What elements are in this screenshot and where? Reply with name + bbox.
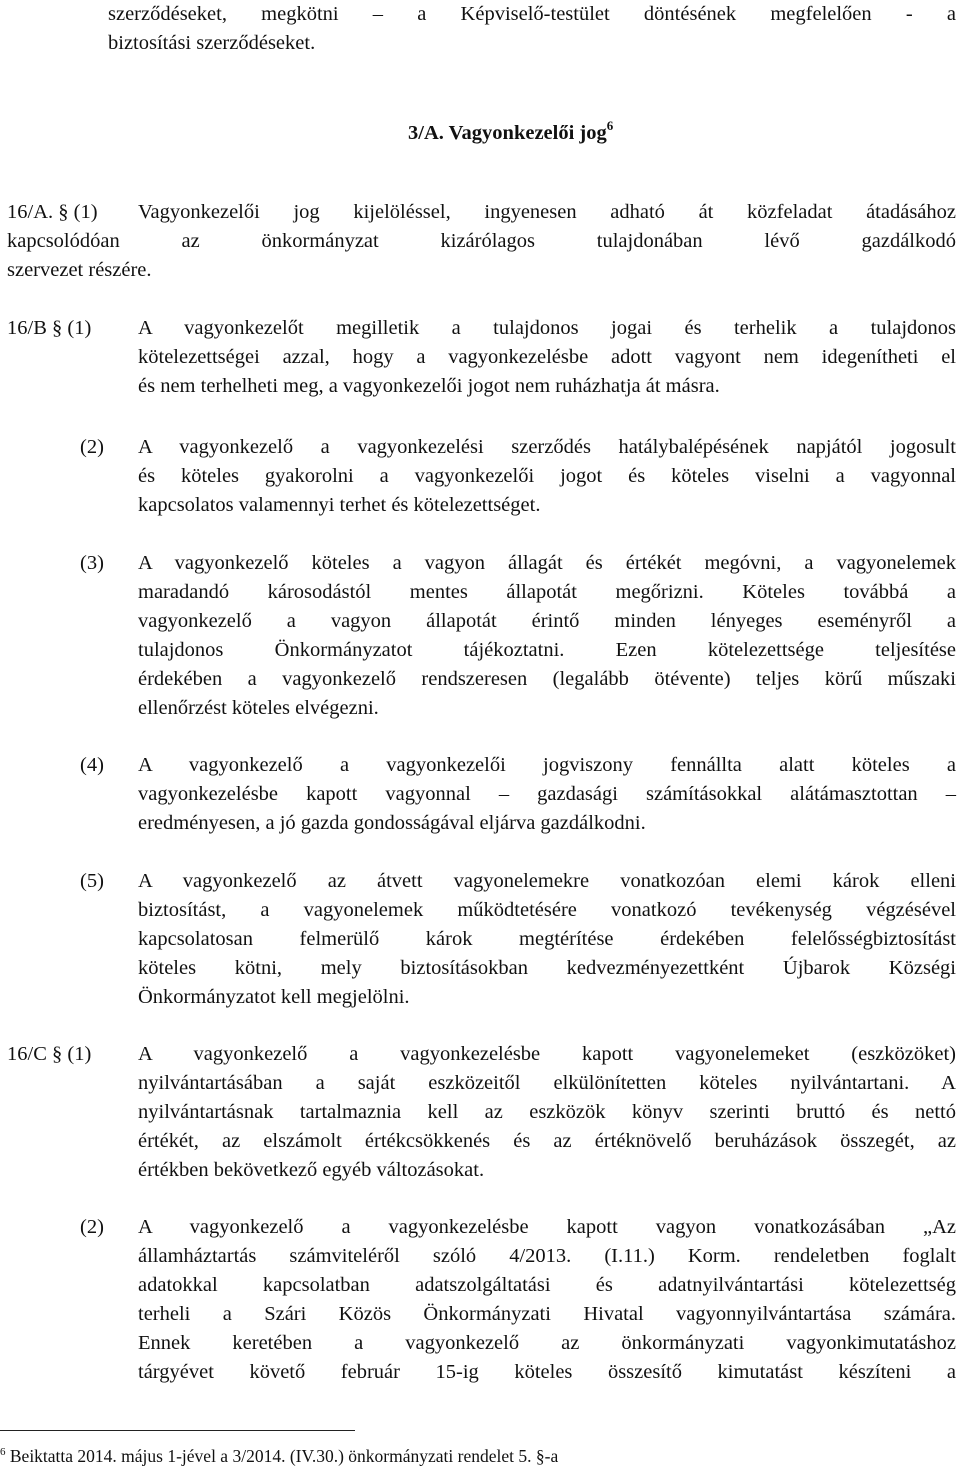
s16B-p2-number: (2) <box>80 436 104 458</box>
s16C-p2-line-5: Ennek keretében a vagyonkezelő az önkormányzati vagyonkimutatáshoz <box>138 1332 956 1354</box>
s16A-line-2: kapcsolódóan az önkormányzat kizárólagos tulajdonában lévő gazdálkodó <box>7 230 956 252</box>
s16C-p2-number: (2) <box>80 1216 104 1238</box>
s16C-p1-line-5: értékben bekövetkező egyéb változásokat. <box>138 1159 485 1181</box>
s16B-p1-line-2: kötelezettségei azzal, hogy a vagyonkezelésbe adott vagyont nem idegenítheti el <box>138 346 956 368</box>
s16A-line-3: szervezet részére. <box>7 259 152 281</box>
s16C-p1-line-2: nyilvántartásában a saját eszközeitől elkülönítetten köteles nyilvántartani. A <box>138 1072 956 1094</box>
s16A-line-1: Vagyonkezelői jog kijelöléssel, ingyenesen adható át közfeladat átadásához <box>138 201 956 223</box>
carryover-line-2: biztosítási szerződéseket. <box>108 32 316 54</box>
s16B-p2-line-2: és köteles gyakorolni a vagyonkezelői jogot és köteles viselni a vagyonnal <box>138 465 956 487</box>
s16C-p2-line-4: terheli a Szári Közös Önkormányzati Hivatal vagyonnyilvántartása számára. <box>138 1303 956 1325</box>
s16B-p3-line-6: ellenőrzést köteles elvégezni. <box>138 697 379 719</box>
s16B-p3-line-1: A vagyonkezelő köteles a vagyon állagát és értékét megóvni, a vagyonelemek <box>138 552 956 574</box>
s16B-p4-line-1: A vagyonkezelő a vagyonkezelői jogviszony fennállta alatt köteles a <box>138 754 956 776</box>
s16B-p2-line-1: A vagyonkezelő a vagyonkezelési szerződés hatálybalépésének napjától jogosult <box>138 436 956 458</box>
s16B-p5-line-4: köteles kötni, mely biztosításokban kedvezményezettként Újbarok Községi <box>138 957 956 979</box>
section-heading-text: 3/A. Vagyonkezelői jog <box>408 122 607 144</box>
section-label-16A: 16/A. § (1) <box>7 201 98 223</box>
section-heading <box>408 112 613 147</box>
s16B-p5-line-2: biztosítást, a vagyonelemek működtetésére vonatkozó tevékenység végzésével <box>138 899 956 921</box>
footnote <box>0 1440 558 1468</box>
s16B-p1-line-3: és nem terhelheti meg, a vagyonkezelői jogot nem ruházhatja át másra. <box>138 375 720 397</box>
s16B-p5-line-1: A vagyonkezelő az átvett vagyonelemekre vonatkozóan elemi károk elleni <box>138 870 956 892</box>
carryover-line-1: szerződéseket, megkötni – a Képviselő-testület döntésének megfelelően - a <box>108 3 956 25</box>
s16B-p4-number: (4) <box>80 754 104 776</box>
s16B-p4-line-2: vagyonkezelésbe kapott vagyonnal – gazdasági számításokkal alátámasztottan – <box>138 783 956 805</box>
footnote-reference: 6 <box>606 118 614 133</box>
s16B-p3-line-5: érdekében a vagyonkezelő rendszeresen (legalább ötévente) teljes körű műszaki <box>138 668 956 690</box>
footnote-text: Beiktatta 2014. május 1-jével a 3/2014. (IV.30.) önkormányzati rendelet 5. §-a <box>9 1446 559 1466</box>
s16C-p2-line-6: tárgyévet követő február 15-ig köteles összesítő kimutatást készíteni a <box>138 1361 956 1383</box>
s16B-p4-line-3: eredményesen, a jó gazda gondosságával eljárva gazdálkodni. <box>138 812 646 834</box>
s16B-p5-number: (5) <box>80 870 104 892</box>
s16C-p1-line-1: A vagyonkezelő a vagyonkezelésbe kapott vagyonelemeket (eszközöket) <box>138 1043 956 1065</box>
s16B-p2-line-3: kapcsolatos valamennyi terhet és kötelezettséget. <box>138 494 541 516</box>
s16C-p1-line-4: értékét, az elszámolt értékcsökkenés és az értéknövelő beruházások összegét, az <box>138 1130 956 1152</box>
section-label-16B: 16/B § (1) <box>7 317 92 339</box>
s16B-p3-line-2: maradandó károsodástól mentes állapotát megőrizni. Köteles továbbá a <box>138 581 956 603</box>
s16B-p5-line-5: Önkormányzatot kell megjelölni. <box>138 986 410 1008</box>
s16B-p3-line-3: vagyonkezelő a vagyon állapotát érintő minden lényeges eseményről a <box>138 610 956 632</box>
s16C-p1-line-3: nyilvántartásnak tartalmaznia kell az eszközök könyv szerinti bruttó és nettó <box>138 1101 956 1123</box>
section-label-16C: 16/C § (1) <box>7 1043 92 1065</box>
footnote-divider <box>0 1430 355 1431</box>
s16B-p3-line-4: tulajdonos Önkormányzatot tájékoztatni. Ezen kötelezettsége teljesítése <box>138 639 956 661</box>
s16B-p1-line-1: A vagyonkezelőt megilletik a tulajdonos jogai és terhelik a tulajdonos <box>138 317 956 339</box>
s16C-p2-line-3: adatokkal kapcsolatban adatszolgáltatási és adatnyilvántartási kötelezettség <box>138 1274 956 1296</box>
s16C-p2-line-2: államháztartás számviteléről szóló 4/2013. (I.11.) Korm. rendeletben foglalt <box>138 1245 956 1267</box>
s16C-p2-line-1: A vagyonkezelő a vagyonkezelésbe kapott vagyon vonatkozásában „Az <box>138 1216 956 1238</box>
s16B-p5-line-3: kapcsolatosan felmerülő károk megtérítése érdekében felelősségbiztosítást <box>138 928 956 950</box>
footnote-number: 6 <box>0 1446 6 1458</box>
s16B-p3-number: (3) <box>80 552 104 574</box>
